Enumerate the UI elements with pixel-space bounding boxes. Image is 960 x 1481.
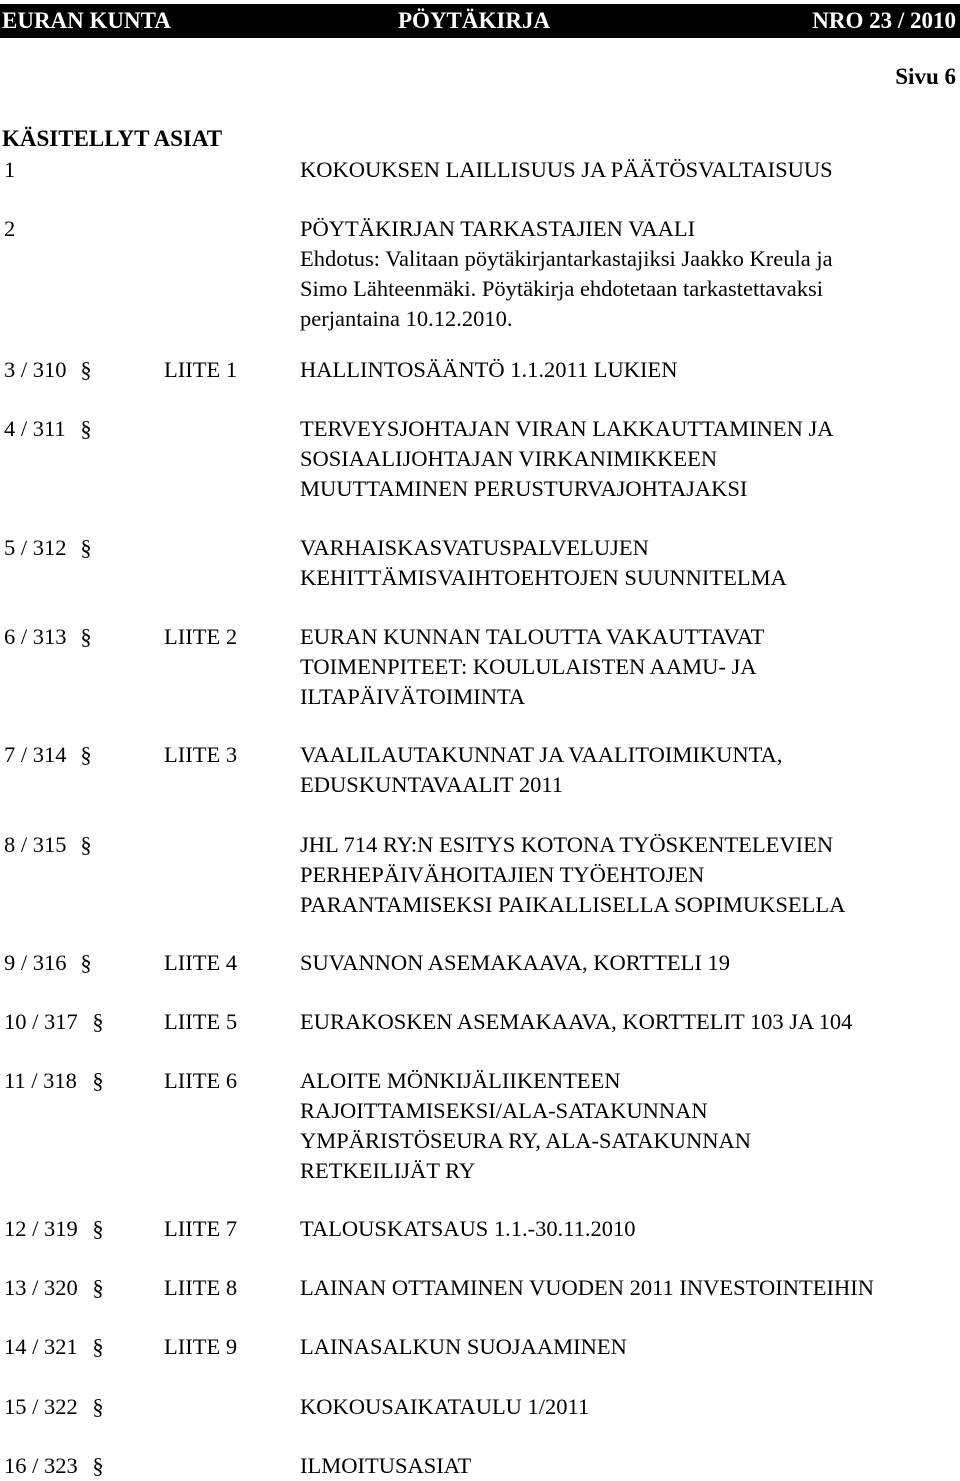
item-title-line: VAALILAUTAKUNNAT JA VAALITOIMIKUNTA, — [300, 742, 783, 767]
item-title — [300, 1214, 960, 1244]
attachment-label: LIITE 1 — [164, 357, 238, 382]
item-title-line: Simo Lähteenmäki. Pöytäkirja ehdotetaan tarkastettavaksi — [300, 276, 823, 301]
section-symbol: § — [92, 1334, 104, 1359]
item-title — [300, 622, 960, 712]
section-title: KÄSITELLYT ASIAT — [2, 126, 223, 151]
item-number: 7 / 314 — [4, 742, 67, 767]
item-title-line: KOKOUKSEN LAILLISUUS JA PÄÄTÖSVALTAISUUS — [300, 157, 833, 182]
item-title — [300, 1392, 960, 1422]
item-title-line: PARANTAMISEKSI PAIKALLISELLA SOPIMUKSELLA — [300, 892, 846, 917]
item-number: 10 / 317 — [4, 1009, 78, 1034]
item-title-line: ALOITE MÖNKIJÄLIIKENTEEN — [300, 1068, 621, 1093]
item-title-line: ILTAPÄIVÄTOIMINTA — [300, 684, 526, 709]
item-number: 2 — [4, 216, 16, 241]
header-municipality: EURAN KUNTA — [2, 8, 171, 33]
section-symbol: § — [80, 357, 92, 382]
header-number: NRO 23 / 2010 — [812, 8, 956, 33]
item-title-line: PERHEPÄIVÄHOITAJIEN TYÖEHTOJEN — [300, 862, 705, 887]
item-title-line: MUUTTAMINEN PERUSTURVAJOHTAJAKSI — [300, 476, 748, 501]
item-title-line: JHL 714 RY:N ESITYS KOTONA TYÖSKENTELEVIEN — [300, 832, 834, 857]
item-number: 15 / 322 — [4, 1394, 78, 1419]
page-number: Sivu 6 — [895, 64, 956, 89]
attachment-label: LIITE 3 — [164, 742, 238, 767]
item-title-line: SOSIAALIJOHTAJAN VIRKANIMIKKEEN — [300, 446, 718, 471]
item-title-line: Ehdotus: Valitaan pöytäkirjantarkastajiksi Jaakko Kreula ja — [300, 246, 833, 271]
item-number: 12 / 319 — [4, 1216, 78, 1241]
item-title-line: TALOUSKATSAUS 1.1.-30.11.2010 — [300, 1216, 636, 1241]
item-title-line: KOKOUSAIKATAULU 1/2011 — [300, 1394, 590, 1419]
item-title — [300, 740, 960, 800]
item-title-line: ILMOITUSASIAT — [300, 1453, 472, 1478]
item-title-line: VARHAISKASVATUSPALVELUJEN — [300, 535, 649, 560]
item-number: 8 / 315 — [4, 832, 67, 857]
item-number: 16 / 323 — [4, 1453, 78, 1478]
page-header — [0, 4, 960, 38]
item-title-line: SUVANNON ASEMAKAAVA, KORTTELI 19 — [300, 950, 730, 975]
section-symbol: § — [92, 1394, 104, 1419]
header-doc-type: PÖYTÄKIRJA — [398, 8, 551, 33]
section-symbol: § — [92, 1068, 104, 1093]
attachment-label: LIITE 8 — [164, 1275, 238, 1300]
attachment-label: LIITE 6 — [164, 1068, 238, 1093]
item-number: 11 / 318 — [4, 1068, 77, 1093]
item-title-line: TOIMENPITEET: KOULULAISTEN AAMU- JA — [300, 654, 757, 679]
item-title-line: RETKEILIJÄT RY — [300, 1158, 476, 1183]
section-symbol: § — [80, 535, 92, 560]
item-title-line: EDUSKUNTAVAALIT 2011 — [300, 772, 564, 797]
item-number: 13 / 320 — [4, 1275, 78, 1300]
section-symbol: § — [80, 624, 92, 649]
attachment-label: LIITE 4 — [164, 950, 238, 975]
item-number: 3 / 310 — [4, 357, 67, 382]
item-title-line: RAJOITTAMISEKSI/ALA-SATAKUNNAN — [300, 1098, 708, 1123]
item-title-line: EURAN KUNNAN TALOUTTA VAKAUTTAVAT — [300, 624, 765, 649]
item-title — [300, 948, 960, 978]
item-title — [300, 1273, 960, 1303]
item-number: 9 / 316 — [4, 950, 67, 975]
item-title-line: PÖYTÄKIRJAN TARKASTAJIEN VAALI — [300, 216, 696, 241]
section-symbol: § — [80, 742, 92, 767]
item-number: 1 — [4, 157, 16, 182]
section-symbol: § — [92, 1275, 104, 1300]
item-title — [300, 155, 960, 185]
item-title — [300, 830, 960, 920]
item-title — [300, 355, 960, 385]
section-symbol: § — [80, 950, 92, 975]
item-title — [300, 1451, 960, 1481]
item-number: 4 / 311 — [4, 416, 66, 441]
attachment-label: LIITE 7 — [164, 1216, 238, 1241]
item-title — [300, 214, 960, 334]
section-symbol: § — [92, 1009, 104, 1034]
section-symbol: § — [80, 832, 92, 857]
attachment-label: LIITE 5 — [164, 1009, 238, 1034]
attachment-label: LIITE 9 — [164, 1334, 238, 1359]
item-title — [300, 1066, 960, 1186]
item-title — [300, 1332, 960, 1362]
item-title-line: perjantaina 10.12.2010. — [300, 306, 513, 331]
item-title-line: EURAKOSKEN ASEMAKAAVA, KORTTELIT 103 JA 104 — [300, 1009, 853, 1034]
item-number: 14 / 321 — [4, 1334, 78, 1359]
item-title — [300, 533, 960, 593]
item-title-line: KEHITTÄMISVAIHTOEHTOJEN SUUNNITELMA — [300, 565, 787, 590]
item-title-line: YMPÄRISTÖSEURA RY, ALA-SATAKUNNAN — [300, 1128, 751, 1153]
item-number: 5 / 312 — [4, 535, 67, 560]
section-symbol: § — [92, 1453, 104, 1478]
item-title — [300, 1007, 960, 1037]
section-symbol: § — [92, 1216, 104, 1241]
attachment-label: LIITE 2 — [164, 624, 238, 649]
item-title-line: LAINASALKUN SUOJAAMINEN — [300, 1334, 627, 1359]
item-title — [300, 414, 960, 504]
item-title-line: LAINAN OTTAMINEN VUODEN 2011 INVESTOINTEIHIN — [300, 1275, 874, 1300]
item-title-line: TERVEYSJOHTAJAN VIRAN LAKKAUTTAMINEN JA — [300, 416, 834, 441]
item-title-line: HALLINTOSÄÄNTÖ 1.1.2011 LUKIEN — [300, 357, 678, 382]
section-symbol: § — [80, 416, 92, 441]
item-number: 6 / 313 — [4, 624, 67, 649]
